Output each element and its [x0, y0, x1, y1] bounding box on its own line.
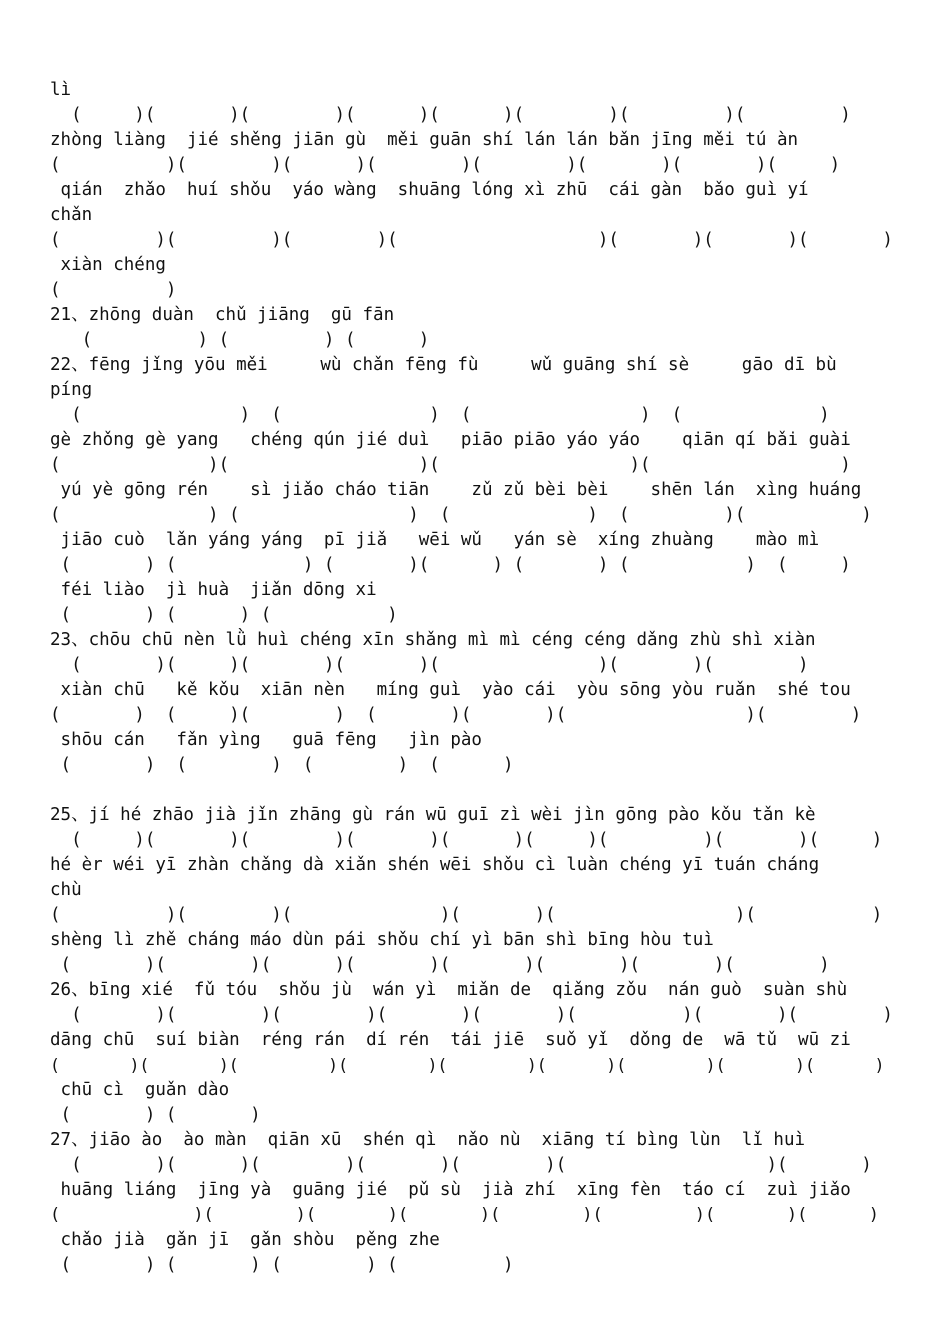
- answer-blank-line: ( ) ( ) ( ) ( )( ): [50, 505, 872, 525]
- answer-blank-line: ( ) ( ): [50, 1105, 261, 1125]
- answer-blank-line: ( ) ( ) ( )( ) ( ) ( ) ( ): [50, 555, 851, 575]
- pinyin-line: chū cì guǎn dào: [50, 1080, 230, 1100]
- answer-blank-line: ( ) ( ) ( ) ( ): [50, 405, 830, 425]
- question-26-line: 26、bīng xié fǔ tóu shǒu jù wán yì miǎn de qiǎng zǒu nán guò suàn shù: [50, 980, 848, 1000]
- answer-blank-line: ( )( )( )( )( )( )( )( ): [50, 155, 841, 175]
- question-21-line: 21、zhōng duàn chǔ jiāng gū fān: [50, 305, 395, 325]
- pinyin-line: xiàn chū kě kǒu xiān nèn míng guì yào cái yòu sōng yòu ruǎn shé tou: [50, 680, 851, 700]
- answer-blank-line: ( ): [50, 280, 177, 300]
- answer-blank-line: ( ) ( ) ( ) ( ): [50, 755, 514, 775]
- answer-blank-line: ( )( )( )( ): [50, 455, 851, 475]
- pinyin-line: huāng liáng jīng yà guāng jié pǔ sù jià zhí xīng fèn táo cí zuì jiǎo: [50, 1180, 851, 1200]
- answer-blank-line: ( ) ( ) ( ): [50, 330, 430, 350]
- pinyin-line: chǎn: [50, 205, 93, 225]
- question-23-line: 23、chōu chū nèn lǜ huì chéng xīn shǎng mì mì céng céng dǎng zhù shì xiàn: [50, 630, 816, 650]
- answer-blank-line: ( ) ( ) ( ) ( ): [50, 1255, 514, 1275]
- pinyin-line: hé èr wéi yī zhàn chǎng dà xiǎn shén wēi shǒu cì luàn chéng yī tuán cháng: [50, 855, 820, 875]
- answer-blank-line: ( )( )( )( )( )( )( ): [50, 230, 893, 250]
- pinyin-line: jiāo cuò lǎn yáng yáng pī jiǎ wēi wǔ yán sè xíng zhuàng mào mì: [50, 530, 820, 550]
- pinyin-line: shōu cán fǎn yìng guā fēng jìn pào: [50, 730, 482, 750]
- answer-blank-line: ( ) ( )( ) ( )( )( )( ): [50, 705, 862, 725]
- pinyin-line: dāng chū suí biàn réng rán dí rén tái jiē suǒ yǐ dǒng de wā tǔ wū zi: [50, 1030, 851, 1050]
- answer-blank-line: ( )( )( )( )( )( )( )( )( ): [50, 1056, 885, 1075]
- answer-blank-line: ( )( )( )( )( )( )( )( ): [50, 1205, 880, 1225]
- pinyin-line: féi liào jì huà jiǎn dōng xi: [50, 580, 377, 600]
- question-22-line: 22、fēng jǐng yōu měi wù chǎn fēng fù wǔ guāng shí sè gāo dī bù: [50, 355, 837, 375]
- answer-blank-line: ( )( )( )( )( )( )( )( )( ): [50, 830, 883, 850]
- pinyin-line: chǎo jià gǎn jī gǎn shòu pěng zhe: [50, 1230, 440, 1250]
- pinyin-line: píng: [50, 380, 93, 400]
- pinyin-line: gè zhǒng gè yang chéng qún jié duì piāo piāo yáo yáo qiān qí bǎi guài: [50, 430, 851, 450]
- pinyin-line: yú yè gōng rén sì jiǎo cháo tiān zǔ zǔ bèi bèi shēn lán xìng huáng: [50, 480, 862, 500]
- pinyin-line: zhòng liàng jié shěng jiān gù měi guān shí lán lán bǎn jīng měi tú àn: [50, 130, 799, 150]
- answer-blank-line: ( )( )( )( )( )( )( )( ): [50, 1005, 893, 1025]
- pinyin-line: chù: [50, 880, 82, 900]
- answer-blank-line: ( )( )( )( )( )( )( ): [50, 1155, 872, 1175]
- pinyin-line: xiàn chéng: [50, 255, 166, 275]
- pinyin-line: shèng lì zhě cháng máo dùn pái shǒu chí yì bān shì bīng hòu tuì: [50, 930, 714, 950]
- blank-spacer: [50, 778, 900, 803]
- answer-blank-line: ( )( )( )( )( )( )( )( ): [50, 955, 830, 975]
- answer-blank-line: ( )( )( )( )( )( )( )( ): [50, 105, 851, 125]
- question-25-line: 25、jí hé zhāo jià jǐn zhāng gù rán wū guī zì wèi jìn gōng pào kǒu tǎn kè: [50, 805, 816, 825]
- question-27-line: 27、jiāo ào ào màn qiān xū shén qì nǎo nù xiāng tí bìng lùn lǐ huì: [50, 1130, 806, 1150]
- answer-blank-line: ( )( )( )( )( )( ): [50, 905, 883, 925]
- answer-blank-line: ( )( )( )( )( )( )( ): [50, 655, 809, 675]
- pinyin-line: qián zhǎo huí shǒu yáo wàng shuāng lóng xì zhū cái gàn bǎo guì yí: [50, 180, 809, 200]
- text-line: lì: [50, 80, 72, 100]
- answer-blank-line: ( ) ( ) ( ): [50, 605, 398, 625]
